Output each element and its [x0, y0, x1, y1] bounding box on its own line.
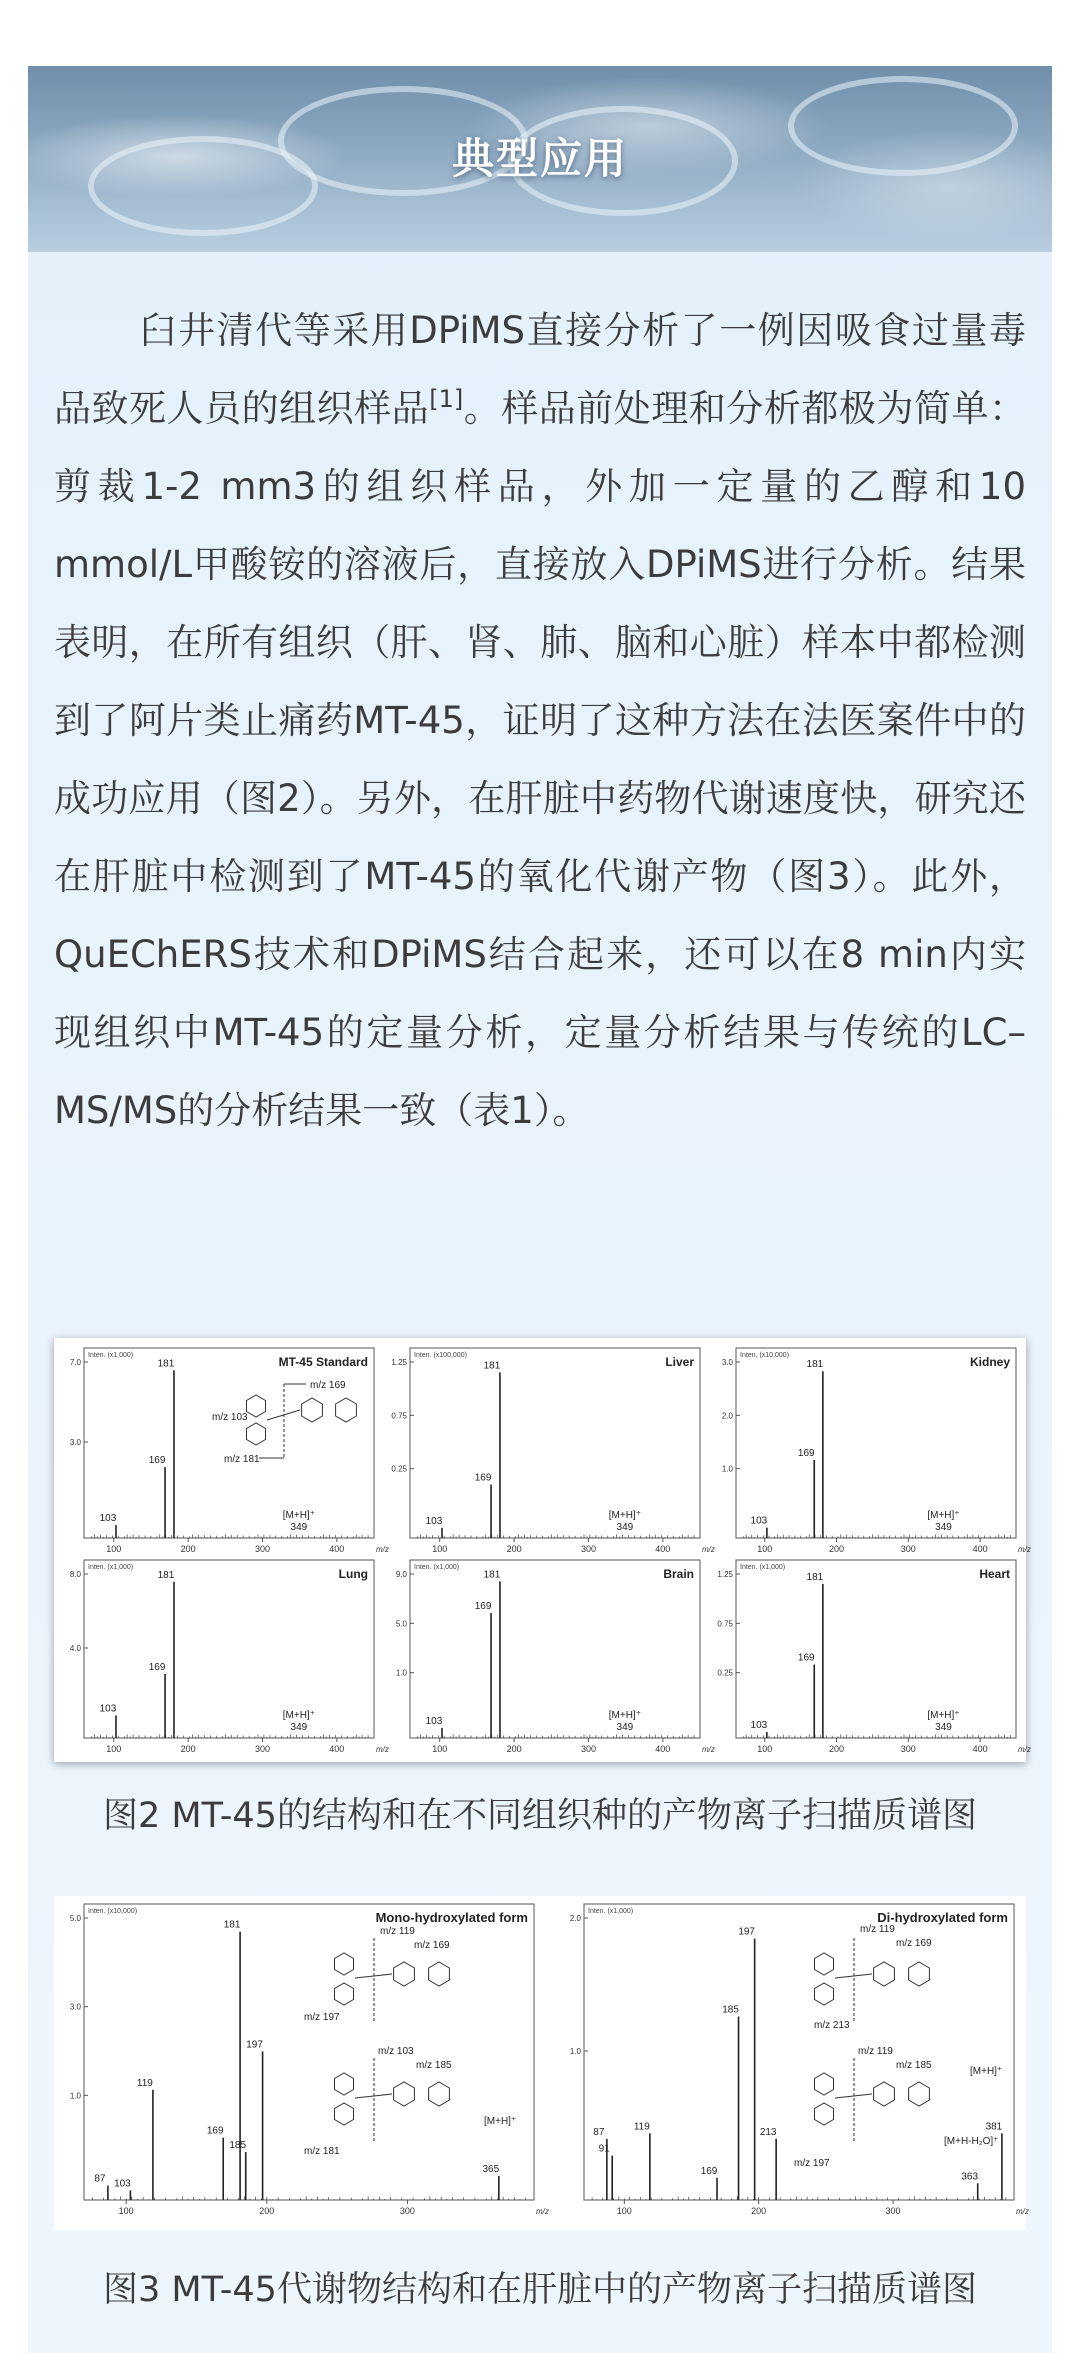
x-axis-unit: m/z	[1016, 2207, 1029, 2216]
x-tick-label: 400	[655, 1744, 671, 1754]
x-axis-unit: m/z	[702, 1745, 715, 1754]
y-tick-label: 5.0	[395, 1619, 407, 1629]
y-tick-label: 1.0	[69, 2091, 81, 2101]
intensity-unit: Inten. (x1,000)	[88, 1564, 134, 1571]
fragment-label: m/z 169	[414, 1940, 450, 1951]
reference-mark[interactable]: [1]	[429, 385, 464, 413]
fragment-label: m/z 119	[858, 2046, 893, 2057]
x-tick-label: 200	[751, 2206, 767, 2216]
peak-label: 181	[483, 1569, 501, 1581]
x-tick-label: 200	[506, 1544, 522, 1554]
intensity-unit: Inten. (x1,000)	[414, 1564, 460, 1571]
plot-frame	[584, 1904, 1014, 2200]
y-tick-label: 1.25	[717, 1570, 733, 1579]
peak-label: 181	[483, 1360, 501, 1372]
x-tick-label: 200	[828, 1544, 845, 1554]
fragment-label: m/z 103	[378, 2046, 414, 2057]
spectrum-panel	[722, 1348, 1031, 1554]
x-tick-label: 400	[329, 1544, 345, 1554]
peak-label: 169	[206, 2125, 224, 2137]
peak-label: 119	[136, 2077, 153, 2089]
y-tick-label: 5.0	[69, 1914, 81, 1923]
intensity-unit: Inten. (x1,000)	[88, 1352, 134, 1359]
spectrum-panel	[570, 1904, 1029, 2216]
fragment-label: m/z 197	[794, 2158, 830, 2169]
x-tick-label: 100	[106, 1744, 122, 1754]
y-tick-label: 3.0	[69, 1438, 81, 1447]
y-tick-label: 8.0	[69, 1570, 81, 1579]
fragment-label: m/z 185	[896, 2060, 932, 2071]
x-tick-label: 300	[254, 1744, 270, 1754]
x-tick-label: 300	[254, 1544, 270, 1554]
peak-label: 103	[425, 1716, 443, 1727]
precursor-label: [M+H]⁺	[927, 1510, 960, 1521]
peak-label: 91	[598, 2143, 610, 2155]
x-tick-label: 100	[118, 2206, 134, 2216]
x-tick-label: 100	[106, 1544, 122, 1554]
spectrum-title: Mono-hydroxylated form	[375, 1910, 528, 1925]
fragment-label: m/z 181	[224, 1454, 260, 1465]
intensity-unit: Inten. (x1,000)	[588, 1908, 634, 1915]
x-axis-unit: m/z	[536, 2207, 549, 2216]
x-tick-label: 400	[655, 1544, 671, 1554]
peak-label: 103	[114, 2178, 131, 2190]
precursor-label: [M+H]⁺	[927, 1710, 960, 1721]
x-tick-label: 200	[828, 1744, 845, 1754]
precursor-label: [M+H]⁺	[282, 1510, 316, 1521]
x-axis-unit: m/z	[1018, 1545, 1031, 1554]
x-tick-label: 200	[180, 1544, 196, 1554]
peak-label: 103	[425, 1515, 443, 1527]
y-tick-label: 0.25	[717, 1668, 733, 1678]
intensity-unit: Inten. (x100,000)	[414, 1352, 467, 1359]
peak-label: 87	[593, 2126, 605, 2138]
y-tick-label: 1.0	[721, 1464, 733, 1474]
plot-frame	[410, 1348, 700, 1538]
x-tick-label: 100	[616, 2206, 632, 2216]
precursor-label: [M+H]⁺	[608, 1710, 642, 1721]
peak-label: 181	[806, 1359, 824, 1371]
plot-frame	[736, 1348, 1016, 1538]
x-axis-unit: m/z	[702, 1545, 715, 1554]
peak-label: 365	[482, 2164, 500, 2176]
paragraph-text-a: 臼井清代等采用DPiMS直接分析了一例因吸食过量毒品致死人员的组织样品	[54, 309, 1026, 430]
fragment-label: m/z 197	[304, 2012, 340, 2023]
x-tick-label: 100	[757, 1544, 773, 1554]
spectrum-panel	[396, 1560, 715, 1754]
article-paragraph	[54, 292, 1026, 1150]
figure-2-spectra	[54, 1338, 1031, 1762]
y-tick-label: 9.0	[395, 1570, 407, 1579]
x-tick-label: 100	[432, 1744, 448, 1754]
spectrum-panel	[70, 1348, 389, 1554]
peak-label: 349	[935, 1722, 952, 1733]
x-axis-unit: m/z	[1018, 1745, 1031, 1754]
fragment-label: m/z 181	[304, 2146, 340, 2157]
header-banner	[28, 66, 1052, 252]
fragment-label: m/z 119	[380, 1926, 415, 1937]
peak-label: 103	[99, 1703, 117, 1715]
spectrum-panel	[391, 1348, 714, 1554]
peak-label: 381	[985, 2121, 1003, 2133]
x-tick-label: 200	[506, 1744, 522, 1754]
plot-frame	[410, 1560, 700, 1738]
precursor-label: [M+H]⁺	[608, 1510, 642, 1521]
figure-2-caption: 图2 MT-45的结构和在不同组织种的产物离子扫描质谱图	[103, 1796, 977, 1836]
fragment-label: m/z 213	[814, 2020, 850, 2031]
x-tick-label: 400	[329, 1744, 345, 1754]
peak-label: 169	[474, 1472, 492, 1484]
x-tick-label: 200	[180, 1744, 196, 1754]
spectrum-title: Heart	[979, 1567, 1010, 1581]
y-tick-label: 2.0	[721, 1411, 733, 1421]
plot-frame	[84, 1560, 374, 1738]
peak-label: 169	[797, 1652, 815, 1664]
x-tick-label: 300	[900, 1544, 916, 1554]
fragment-label: [M+H-H₂O]⁺	[944, 2136, 999, 2147]
fragment-label: [M+H]⁺	[970, 2066, 1003, 2077]
x-tick-label: 300	[900, 1744, 916, 1754]
peak-label: 103	[750, 1720, 768, 1732]
x-tick-label: 400	[972, 1744, 988, 1754]
x-tick-label: 300	[399, 2206, 415, 2216]
intensity-unit: Inten. (x10,000)	[740, 1352, 790, 1359]
y-tick-label: 7.0	[69, 1358, 81, 1367]
y-tick-label: 0.25	[391, 1464, 407, 1474]
x-tick-label: 300	[885, 2206, 901, 2216]
fragment-label: m/z 119	[860, 1924, 895, 1935]
intensity-unit: Inten. (x1,000)	[740, 1564, 786, 1571]
peak-label: 185	[722, 2004, 739, 2016]
peak-label: 169	[148, 1455, 166, 1467]
spectrum-title: MT-45 Standard	[278, 1355, 368, 1369]
peak-label: 349	[290, 1522, 308, 1533]
y-tick-label: 0.75	[717, 1619, 733, 1629]
fragment-label: [M+H]⁺	[484, 2116, 517, 2127]
y-tick-label: 1.0	[569, 2047, 581, 2056]
paragraph-text-b: 。样品前处理和分析都极为简单：剪裁1-2 mm3的组织样品，外加一定量的乙醇和10 mmol/L甲酸铵的溶液后，直接放入DPiMS进行分析。结果表明，在所有组织（肝、肾、肺、脑和心脏）样本中都检测到了阿片类止痛药MT-45，证明了这种方法在法医案件中的成功应用（图2）。另外，在肝脏中药物代谢速度快，研究还在肝脏中检测到了MT-45的氧化代谢产物（图3）。此外，QuEChERS技术和DPiMS结合起来，还可以在8 min内实现组织中MT-45的定量分析，定量分析结果与传统的LC–MS/MS的分析结果一致（表1）。	[54, 387, 1027, 1132]
peak-label: 169	[148, 1662, 166, 1673]
peak-label: 181	[223, 1919, 241, 1931]
page-title: 典型应用	[451, 134, 628, 183]
peak-label: 87	[94, 2173, 106, 2185]
y-tick-label: 0.75	[391, 1411, 407, 1421]
spectrum-panel	[70, 1904, 549, 2216]
fragment-label: m/z 185	[416, 2060, 452, 2071]
peak-label: 169	[700, 2165, 718, 2177]
peak-label: 119	[633, 2121, 650, 2133]
spectrum-title: Kidney	[969, 1355, 1010, 1369]
x-tick-label: 100	[757, 1744, 773, 1754]
figure-3	[54, 1896, 1029, 2230]
x-tick-label: 300	[580, 1744, 596, 1754]
figure-2	[54, 1338, 1031, 1762]
peak-label: 103	[750, 1515, 768, 1527]
figure-3-caption: 图3 MT-45代谢物结构和在肝脏中的产物离子扫描质谱图	[103, 2270, 977, 2310]
peak-label: 103	[99, 1513, 117, 1525]
peak-label: 197	[246, 2039, 263, 2051]
fragment-label: m/z 103	[212, 1412, 248, 1423]
peak-label: 181	[157, 1358, 175, 1370]
y-tick-label: 4.0	[69, 1644, 81, 1653]
y-tick-label: 3.0	[721, 1358, 733, 1367]
peak-label: 197	[738, 1926, 755, 1938]
peak-label: 181	[157, 1569, 175, 1581]
spectrum-panel	[717, 1560, 1030, 1754]
plot-frame	[736, 1560, 1016, 1738]
peak-label: 363	[961, 2171, 979, 2183]
article-card	[28, 66, 1052, 2353]
spectrum-title: Brain	[663, 1567, 694, 1581]
peak-label: 169	[797, 1447, 815, 1459]
y-tick-label: 1.0	[395, 1668, 407, 1678]
precursor-label: [M+H]⁺	[282, 1710, 316, 1721]
x-tick-label: 300	[580, 1544, 596, 1554]
peak-label: 349	[616, 1722, 634, 1733]
x-axis-unit: m/z	[376, 1545, 389, 1554]
intensity-unit: Inten. (x10,000)	[88, 1908, 138, 1915]
peak-label: 349	[935, 1522, 952, 1533]
y-tick-label: 3.0	[69, 2002, 81, 2012]
x-axis-unit: m/z	[376, 1745, 389, 1754]
fragment-label: m/z 169	[896, 1938, 932, 1949]
spectrum-title: Lung	[338, 1567, 368, 1581]
fragment-label: m/z 169	[310, 1380, 346, 1391]
peak-label: 181	[806, 1571, 824, 1583]
x-tick-label: 200	[259, 2206, 275, 2216]
peak-label: 185	[229, 2140, 247, 2152]
peak-label: 349	[616, 1522, 634, 1533]
x-tick-label: 400	[972, 1544, 988, 1554]
spectrum-title: Liver	[665, 1355, 694, 1369]
y-tick-label: 1.25	[391, 1358, 407, 1367]
figure-3-spectra	[54, 1896, 1029, 2230]
x-tick-label: 100	[432, 1544, 448, 1554]
spectrum-title: Di-hydroxylated form	[877, 1910, 1008, 1925]
spectrum-panel	[70, 1560, 389, 1754]
peak-label: 169	[474, 1601, 492, 1612]
y-tick-label: 2.0	[569, 1914, 581, 1923]
plot-frame	[84, 1348, 374, 1538]
peak-label: 349	[290, 1722, 308, 1733]
peak-label: 213	[759, 2126, 777, 2138]
